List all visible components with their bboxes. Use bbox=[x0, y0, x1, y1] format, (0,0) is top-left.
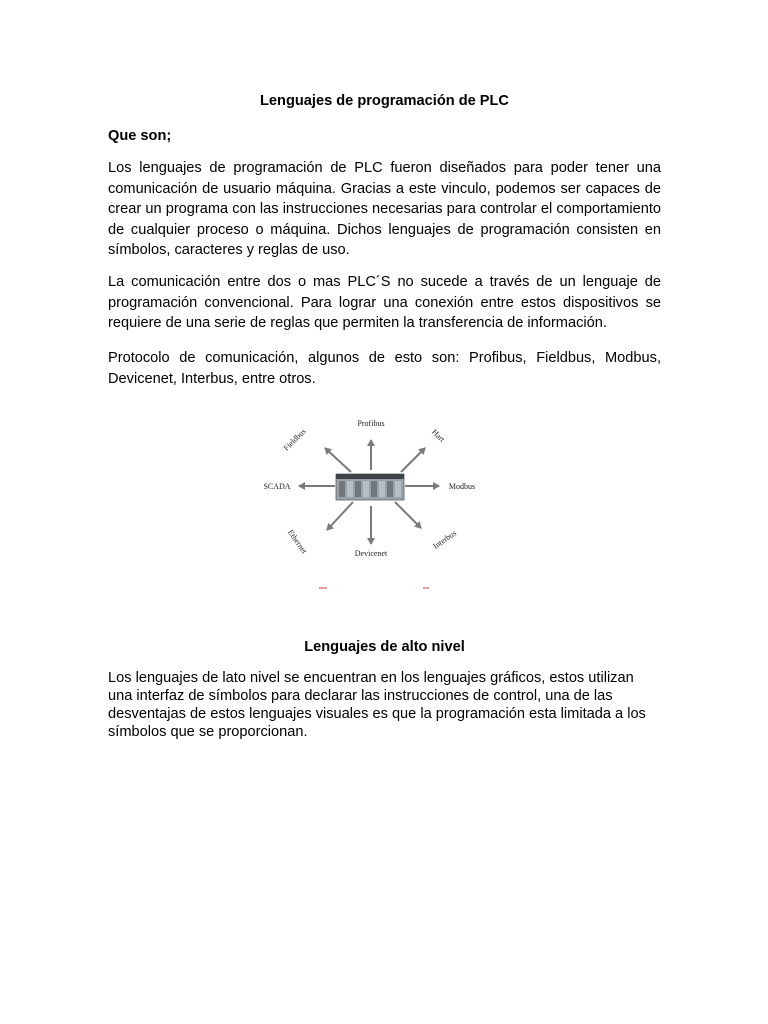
section-heading-alto-nivel: Lenguajes de alto nivel bbox=[304, 639, 465, 655]
label-fieldbus: Fieldbus bbox=[281, 426, 308, 453]
plc-protocol-diagram-svg bbox=[255, 408, 485, 593]
cropped-mark bbox=[423, 587, 429, 589]
cropped-mark bbox=[319, 587, 327, 589]
label-hart: Hart bbox=[430, 427, 447, 444]
document-title: Lenguajes de programación de PLC bbox=[260, 93, 509, 109]
label-interbus: Interbus bbox=[431, 528, 459, 551]
paragraph-communication: La comunicación entre dos o mas PLC´S no sucede a través de un lenguaje de programación convencional. Para lograr una conexión entre estos dispositivos se requiere de una serie de reglas que permiten la transferencia de información. bbox=[108, 274, 661, 332]
arrow-interbus bbox=[395, 502, 421, 528]
arrow-hart bbox=[401, 448, 425, 472]
label-profibus: Profibus bbox=[357, 419, 385, 428]
label-ethernet: Ethernet bbox=[285, 528, 309, 556]
section-heading-que-son: Que son; bbox=[108, 128, 172, 144]
plc-device-icon bbox=[336, 474, 404, 500]
paragraph-intro: Los lenguajes de programación de PLC fueron diseñados para poder tener una comunicación de usuario máquina. Gracias a este vinculo, podemos ser capaces de crear un programa con las instrucciones necesarias para controlar el comportamiento de cualquier proceso o máquina. Dichos lenguajes de programación consisten en símbolos, caracteres y reglas de uso. bbox=[108, 160, 661, 259]
arrow-fieldbus bbox=[325, 448, 351, 472]
plc-protocol-diagram bbox=[255, 408, 485, 593]
label-modbus: Modbus bbox=[448, 482, 476, 491]
arrow-ethernet bbox=[327, 502, 353, 530]
label-devicenet: Devicenet bbox=[354, 549, 388, 558]
label-scada: SCADA bbox=[263, 482, 291, 491]
paragraph-protocols: Protocolo de comunicación, algunos de esto son: Profibus, Fieldbus, Modbus, Devicenet, Interbus, entre otros. bbox=[108, 350, 661, 387]
paragraph-alto-nivel: Los lenguajes de lato nivel se encuentran en los lenguajes gráficos, estos utilizan una interfaz de símbolos para declarar las instrucciones de control, una de las desventajas de estos lenguajes visuales es que la programación esta limitada a los símbolos que se proporcionan. bbox=[108, 670, 646, 740]
